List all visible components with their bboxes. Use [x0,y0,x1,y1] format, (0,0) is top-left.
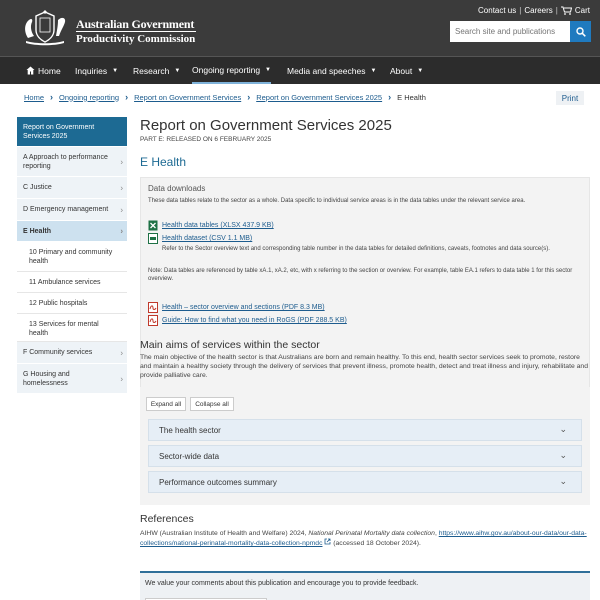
gov-name: Australian Government [76,17,195,31]
breadcrumb [24,92,426,102]
sidebar-item-justice[interactable] [17,177,127,199]
home-icon [26,66,35,75]
accordion-item-health-sector[interactable] [148,419,582,441]
accordion-item-sector-wide[interactable] [148,445,582,467]
pdf-file-icon [148,302,158,313]
site-logo[interactable] [18,8,196,48]
reference-text: AIHW (Australian Institute of Health and Welfare) 2024, [140,530,309,537]
reference-link[interactable]: https://www.aihw.gov.au/about-our-data/our-data-collections/national-perinatal-mortality-data-collection-npmdc [140,530,587,547]
xlsx-link[interactable]: Health data tables (XLSX 437.9 KB) [162,222,274,229]
reference-text: (accessed 18 October 2024). [331,540,421,547]
coat-of-arms-icon [18,8,72,48]
agency-name: Productivity Commission [76,33,196,45]
page-title: Report on Government Services 2025 [140,117,392,134]
breadcrumb-home[interactable]: Home [24,92,45,102]
sidebar-item-label: C Justice [23,184,52,191]
chevron-right-icon: › [120,205,123,214]
print-button[interactable]: Print [556,91,584,105]
chevron-right-icon: › [120,348,123,357]
search-button[interactable] [570,21,591,42]
caret-down-icon: ▼ [370,67,377,74]
csv-download[interactable] [148,233,252,244]
pdf-download-overview[interactable] [148,302,325,313]
sidebar-item-label: 13 Services for mental health [29,321,99,337]
search-input[interactable] [450,21,570,42]
sidebar-item-public-hospitals[interactable] [17,293,127,314]
chevron-right-icon: › [120,374,123,383]
csv-note: Refer to the Sector overview text and corresponding table number in the data tables for detailed definitions, caveats, footnotes and data source(s). [162,246,550,252]
chevron-right-icon: › [125,92,129,102]
sidebar-item-housing[interactable] [17,364,127,394]
sidebar-item-health[interactable] [17,221,127,242]
tables-note: Note: Data tables are referenced by table xA.1, xA.2, etc, with x referring to the section or overview. For example, table EA.1 refers to data table 1 for this sector overview. [148,268,573,282]
nav-label: Media and speeches [287,65,366,76]
nav-research[interactable] [133,57,180,84]
breadcrumb-current: E Health [397,92,426,102]
nav-label: Ongoing reporting [192,64,261,75]
pdf-file-icon [148,315,158,326]
chevron-down-icon: › [120,226,123,236]
chevron-right-icon: › [120,157,123,166]
chevron-down-icon: ⌄ [559,424,567,434]
caret-down-icon: ▼ [417,67,424,74]
caret-down-icon: ▼ [265,66,271,73]
feedback-panel [140,571,590,600]
sidebar-item-label: 12 Public hospitals [29,300,88,307]
section-sidebar [17,117,127,394]
cart-link[interactable]: Cart [574,6,590,15]
breadcrumb-rogs-2025[interactable]: Report on Government Services 2025 [256,92,383,102]
csv-link[interactable]: Health dataset (CSV 1.1 MB) [162,235,253,242]
top-links [478,6,590,15]
chevron-right-icon: › [388,92,392,102]
divider: | [555,6,558,15]
collapse-all-button[interactable]: Collapse all [190,397,234,411]
feedback-text: We value your comments about this publication and encourage you to provide feedback. [145,580,419,587]
nav-label: Research [133,65,170,76]
section-title: E Health [140,155,187,169]
breadcrumb-ongoing-reporting[interactable]: Ongoing reporting [59,92,120,102]
sidebar-item-approach[interactable] [17,147,127,177]
nav-ongoing-reporting[interactable] [192,57,271,84]
sidebar-item-label: A Approach to performance reporting [23,154,108,170]
chevron-right-icon: › [120,183,123,192]
sidebar-item-label: 11 Ambulance services [29,279,101,286]
careers-link[interactable]: Careers [524,6,553,15]
sidebar-item-rogs-2025[interactable] [17,117,127,147]
main-nav [0,56,600,84]
chevron-right-icon: › [247,92,251,102]
sidebar-item-mental-health[interactable] [17,314,127,342]
divider: | [519,6,522,15]
nav-media[interactable] [287,57,376,84]
nav-label: About [390,65,413,76]
chevron-down-icon: ⌄ [559,450,567,460]
nav-inquiries[interactable] [75,57,118,84]
breadcrumb-rogs[interactable]: Report on Government Services [134,92,242,102]
sidebar-item-label: Report on Government Services 2025 [23,124,95,140]
contact-link[interactable]: Contact us [478,6,517,15]
sidebar-item-primary-health[interactable] [17,242,127,272]
sidebar-item-label: E Health [23,228,52,235]
xlsx-download[interactable] [148,220,274,231]
pdf-download-guide[interactable] [148,315,347,326]
aims-text: The main objective of the health sector is that Australians are born and remain healthy. To this end, health sector services seek to promote, restore and maintain a healthy society through the delivery of services that prevent illness, promote health, detect and treat illness and injury, rehabilitate and provide palliative care. [140,354,588,379]
nav-label: Inquiries [75,65,108,76]
site-search [450,21,591,42]
nav-home[interactable] [26,57,61,84]
sidebar-item-label: F Community services [23,349,93,356]
chevron-down-icon: ⌄ [559,476,567,486]
nav-label: Home [38,65,61,76]
aims-heading: Main aims of services within the sector [140,339,320,351]
accordion-label: Performance outcomes summary [159,477,277,487]
csv-file-icon [148,233,158,244]
caret-down-icon: ▼ [174,67,181,74]
caret-down-icon: ▼ [112,67,119,74]
sidebar-item-ambulance[interactable] [17,272,127,293]
sidebar-item-label: G Housing and homelessness [23,371,70,387]
pdf-link-overview[interactable]: Health – sector overview and sections (PDF 8.3 MB) [162,304,325,311]
pdf-link-guide[interactable]: Guide: How to find what you need in RoGS (PDF 288.5 KB) [162,317,347,324]
release-info: PART E: RELEASED ON 6 FEBRUARY 2025 [140,136,272,143]
nav-about[interactable] [390,57,423,84]
accordion-label: The health sector [159,425,221,435]
sidebar-item-emergency[interactable] [17,199,127,221]
references-heading: References [140,513,194,525]
accordion-panel [140,387,590,505]
cart-icon[interactable] [561,6,572,15]
sidebar-item-label: 10 Primary and community health [29,249,113,265]
site-header [0,0,600,56]
logo-divider [76,31,196,32]
expand-all-button[interactable]: Expand all [146,397,186,411]
chevron-right-icon: › [50,92,54,102]
accordion-item-outcomes[interactable] [148,471,582,493]
reference-entry [140,529,590,548]
sidebar-item-community-services[interactable] [17,342,127,364]
sidebar-item-label: D Emergency management [23,206,109,213]
accordion-label: Sector-wide data [159,451,220,461]
downloads-intro: These data tables relate to the sector as a whole. Data specific to individual service areas is in the data tables under the relevant service area. [148,198,526,204]
excel-file-icon [148,220,158,231]
downloads-heading: Data downloads [148,184,206,193]
reference-text: , [434,530,439,537]
reference-title: National Perinatal Mortality data collection [308,530,435,537]
search-icon [576,27,586,37]
